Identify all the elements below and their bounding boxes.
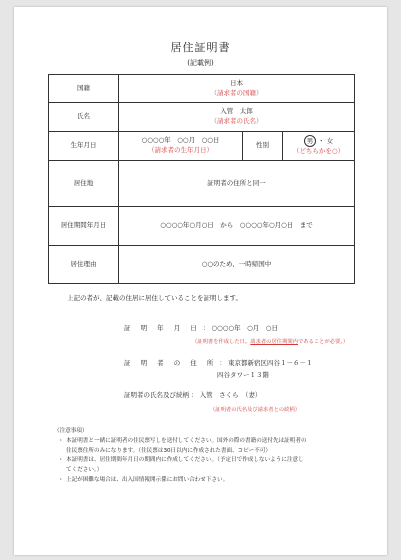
document-page <box>14 7 387 555</box>
address-value: 証明者の住所と同一 <box>119 161 355 207</box>
reason-value: ○○のため、一時帰国中 <box>119 246 355 284</box>
birthdate-value: ○○○○年 ○○月 ○○日 <box>141 136 220 145</box>
certification-date-label: 証 明 年 月 日 <box>124 324 201 332</box>
certification-date-colon: ： <box>202 324 210 332</box>
nationality-cell <box>119 75 355 103</box>
row-reason <box>49 246 355 284</box>
sex-female: 女 <box>326 137 334 146</box>
row-nationality <box>49 75 355 103</box>
name-value: 入管 太郎 <box>220 107 253 116</box>
name-cell <box>119 103 355 132</box>
certification-date-note-post: であることが必要。） <box>297 339 349 345</box>
certifier-address-label: 証 明 者 の 住 所 <box>124 359 218 367</box>
note-text-line: 住民票住所のみになります。（住民票は30日以内に作成された書面、コピー不可） <box>66 447 272 454</box>
sex-label: 性別 <box>243 132 283 161</box>
certification-date-line <box>124 323 278 332</box>
birthdate-label: 生年月日 <box>49 132 119 161</box>
sex-male-circled: 男 <box>304 135 316 147</box>
row-name <box>49 103 355 132</box>
row-birthdate <box>49 132 355 161</box>
note-item <box>54 476 374 486</box>
note-text-line: 本証明書は、居住期間年月日の期間内に作成してください。（予定日で作成しないように注意し <box>66 457 304 464</box>
certifier-signer-line <box>124 390 261 399</box>
sex-hint: （どちらかを○） <box>292 147 345 156</box>
note-text-line: 上記が困難な場合は、出入国情報開示係にお問い合わせ下さい。 <box>66 476 229 483</box>
certifier-address-line1: 東京都新宿区四谷１－６－１ <box>228 359 313 367</box>
certifier-signer-value: 入管 さくら （妻） <box>199 391 262 399</box>
sex-cell <box>283 132 355 161</box>
certification-date-value: ○○○○年 ○月 ○日 <box>211 324 278 332</box>
sex-separator: ・ <box>318 137 325 146</box>
notes-section <box>54 427 374 486</box>
certification-date-note-pre: （証明書を作成した日。 <box>192 339 251 345</box>
period-value: ○○○○年○月○日 から ○○○○年○月○日 まで <box>119 207 355 246</box>
note-bullet: ・ <box>58 437 64 444</box>
birthdate-cell <box>119 132 243 161</box>
certifier-address-line <box>124 358 313 367</box>
note-bullet: ・ <box>58 457 64 464</box>
note-text-line: 本証明書と一緒に証明者の住民票写しを送付してください。国外の際の書籍の送付先は証明者の <box>66 437 307 444</box>
residence-form-table <box>48 74 355 284</box>
name-hint: （請求者の氏名） <box>210 117 263 125</box>
note-text-line: てください。） <box>66 467 103 474</box>
certification-date-note-underlined: 請求者の居住期間内 <box>250 339 298 345</box>
row-address <box>49 161 355 207</box>
certifier-signer-label: 証明者の氏名及び続柄 <box>124 391 189 399</box>
birthdate-hint: （請求者の生年月日） <box>148 146 213 154</box>
nationality-hint: （請求者の国籍） <box>210 88 263 97</box>
address-label: 居住地 <box>49 161 119 207</box>
note-item <box>54 437 374 457</box>
certifier-signer-note: （証明者の氏名及び請求者との続柄） <box>210 407 301 413</box>
sex-options <box>283 135 354 147</box>
document-subtitle: (記載例) <box>187 59 214 67</box>
row-period <box>49 207 355 246</box>
reason-label: 居住理由 <box>49 246 119 284</box>
notes-heading: （注意事項） <box>54 428 88 434</box>
period-label: 居住期間年月日 <box>49 207 119 246</box>
document-title: 居住証明書 <box>170 41 231 54</box>
certifier-address-colon: ： <box>219 359 226 367</box>
name-label: 氏名 <box>49 103 119 132</box>
nationality-label: 国籍 <box>49 75 119 103</box>
certifier-address-line2: 四谷タワー１３階 <box>217 371 269 379</box>
certifier-signer-colon: ： <box>191 391 198 399</box>
certification-statement: 上記の者が、記載の住居に居住していることを証明します。 <box>67 294 242 302</box>
note-bullet: ・ <box>58 476 64 483</box>
nationality-value: 日本 <box>230 78 244 87</box>
certification-date-note <box>192 337 348 345</box>
note-item <box>54 456 374 476</box>
